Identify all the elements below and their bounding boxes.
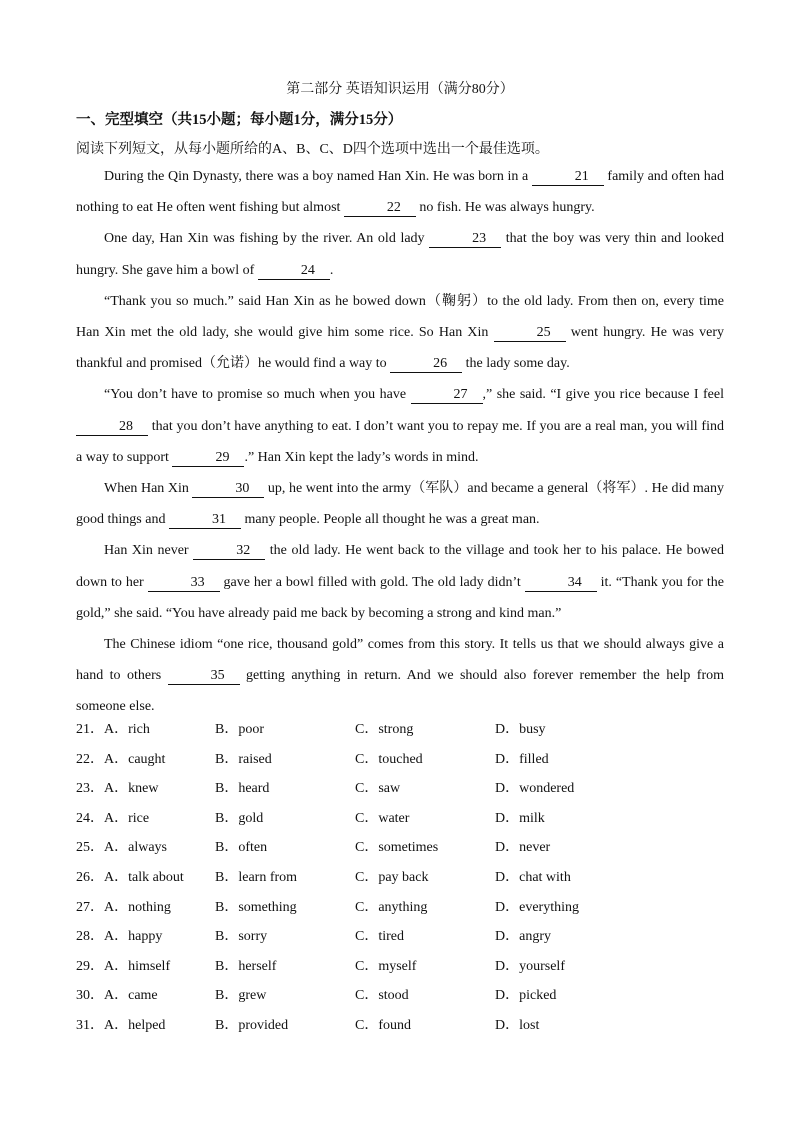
answer-option-c[interactable]: C．saw bbox=[355, 781, 401, 797]
passage-text: .” Han Xin kept the lady’s words in mind. bbox=[244, 449, 479, 465]
question-number: 24． bbox=[76, 810, 104, 826]
answer-option-a[interactable]: A．always bbox=[104, 840, 167, 856]
answer-option-c[interactable]: C．myself bbox=[355, 958, 417, 974]
answer-blank[interactable]: 29 bbox=[172, 450, 244, 467]
passage-text: that the boy was very thin and looked hungry. She gave him a bowl of bbox=[76, 231, 724, 278]
passage-paragraph bbox=[76, 379, 724, 473]
answer-option-c[interactable]: C．pay back bbox=[355, 870, 429, 885]
passage-paragraph bbox=[76, 535, 724, 629]
passage-text: many people. People all thought he was a great man. bbox=[240, 512, 540, 528]
passage-text: getting anything in return. And we should also forever remember the help from someone else. bbox=[76, 668, 724, 715]
passage-text: One day, Han Xin was fishing by the river. An old lady bbox=[104, 231, 430, 247]
question-number: 30． bbox=[76, 988, 104, 1004]
answer-blank[interactable]: 31 bbox=[169, 512, 241, 529]
answer-blank[interactable]: 23 bbox=[429, 231, 501, 248]
answer-option-d[interactable]: D．never bbox=[495, 840, 551, 856]
answer-option-d[interactable]: D．angry bbox=[495, 929, 551, 945]
answer-blank[interactable]: 35 bbox=[168, 668, 240, 685]
passage-text: Han Xin never bbox=[104, 543, 194, 559]
answer-option-d[interactable]: D．chat with bbox=[495, 870, 571, 885]
passage-paragraph bbox=[76, 629, 724, 723]
question-number: 31． bbox=[76, 1018, 104, 1033]
passage-text: that you don’t have anything to eat. I don’t want you to repay me. If you are a real man, you will find a way to support bbox=[76, 418, 724, 465]
passage-text: gave her a bowl filled with gold. The old lady didn’t bbox=[219, 574, 525, 590]
answer-option-d[interactable]: D．busy bbox=[495, 722, 546, 737]
passage-text: it. “Thank you for the gold,” she said. “You have already paid me back by becoming a strong and kind man.” bbox=[76, 574, 724, 621]
answer-blank[interactable]: 22 bbox=[344, 200, 416, 217]
answer-option-c[interactable]: C．stood bbox=[355, 988, 409, 1004]
answer-option-d[interactable]: D．wondered bbox=[495, 781, 575, 797]
passage-paragraph bbox=[76, 161, 724, 223]
answer-option-c[interactable]: C．found bbox=[355, 1018, 411, 1033]
question-number: 22． bbox=[76, 751, 104, 767]
answer-option-c[interactable]: C．water bbox=[355, 810, 410, 826]
passage-text: During the Qin Dynasty, there was a boy named Han Xin. He was born in a bbox=[104, 169, 532, 184]
answer-option-a[interactable]: A．himself bbox=[104, 958, 171, 974]
answer-option-a[interactable]: A．helped bbox=[104, 1018, 166, 1033]
answer-option-c[interactable]: C．sometimes bbox=[355, 840, 439, 856]
answer-option-a[interactable]: A．came bbox=[104, 988, 158, 1004]
answer-option-b[interactable]: B．gold bbox=[215, 810, 264, 826]
passage-text: ,” she said. “I give you rice because I feel bbox=[482, 387, 724, 403]
answer-option-a[interactable]: A．nothing bbox=[104, 899, 171, 915]
passage-text: When Han Xin bbox=[104, 481, 193, 497]
answer-blank[interactable]: 27 bbox=[411, 387, 483, 404]
answer-option-a[interactable]: A．happy bbox=[104, 929, 163, 945]
passage-paragraph bbox=[76, 286, 724, 380]
answer-option-d[interactable]: D．everything bbox=[495, 899, 579, 915]
passage-text: went hungry. He was very thankful and promised（允诺）he would find a way to bbox=[76, 325, 724, 372]
question-number: 25． bbox=[76, 840, 104, 856]
answer-blank[interactable]: 28 bbox=[76, 419, 148, 436]
question-number: 29． bbox=[76, 958, 104, 974]
question-number: 27． bbox=[76, 899, 104, 915]
instructions: 阅读下列短文，从每小题所给的A、B、C、D四个选项中选出一个最佳选项。 bbox=[76, 142, 549, 157]
passage-text: the old lady. He went back to the village and took her to his palace. He bowed down to her bbox=[76, 543, 725, 590]
answer-option-a[interactable]: A．talk about bbox=[104, 870, 184, 885]
answer-option-c[interactable]: C．anything bbox=[355, 899, 428, 915]
answer-option-b[interactable]: B．heard bbox=[215, 781, 270, 797]
answer-option-a[interactable]: A．caught bbox=[104, 751, 166, 767]
answer-option-a[interactable]: A．knew bbox=[104, 781, 159, 797]
answer-blank[interactable]: 25 bbox=[494, 325, 566, 342]
answer-option-b[interactable]: B．sorry bbox=[215, 929, 268, 945]
part-title: 第二部分 英语知识运用（满分80分） bbox=[286, 82, 514, 97]
question-number: 23． bbox=[76, 781, 104, 797]
answer-blank[interactable]: 34 bbox=[525, 575, 597, 592]
answer-option-b[interactable]: B．herself bbox=[215, 958, 277, 974]
answer-blank[interactable]: 33 bbox=[148, 575, 220, 592]
answer-option-b[interactable]: B．often bbox=[215, 840, 268, 856]
answer-blank[interactable]: 24 bbox=[258, 263, 330, 280]
cloze-passage bbox=[76, 161, 724, 723]
question-number: 28． bbox=[76, 929, 104, 945]
answer-option-b[interactable]: B．something bbox=[215, 899, 297, 915]
passage-text: no fish. He was always hungry. bbox=[415, 200, 595, 216]
answer-option-b[interactable]: B．raised bbox=[215, 751, 272, 767]
answer-blank[interactable]: 30 bbox=[192, 481, 264, 498]
answer-option-d[interactable]: D．lost bbox=[495, 1018, 540, 1033]
passage-text: family and often had nothing to eat He often went fishing but almost bbox=[76, 169, 724, 216]
answer-option-c[interactable]: C．tired bbox=[355, 929, 404, 945]
answer-option-d[interactable]: D．milk bbox=[495, 810, 545, 826]
passage-text: The Chinese idiom “one rice, thousand gold” comes from this story. It tells us that we should always give a hand to others bbox=[76, 637, 724, 684]
answer-option-d[interactable]: D．picked bbox=[495, 988, 557, 1004]
answer-option-d[interactable]: D．filled bbox=[495, 751, 549, 767]
passage-text: the lady some day. bbox=[462, 356, 570, 372]
passage-text: “You don’t have to promise so much when you have bbox=[104, 387, 411, 403]
answer-option-c[interactable]: C．strong bbox=[355, 722, 414, 737]
passage-text: “Thank you so much.” said Han Xin as he bowed down（鞠躬）to the old lady. From then on, every time Han Xin met the old lady, she would give him some rice. So Han Xin bbox=[76, 293, 724, 341]
answer-blank[interactable]: 21 bbox=[532, 169, 604, 186]
answer-option-d[interactable]: D．yourself bbox=[495, 958, 565, 974]
passage-paragraph bbox=[76, 223, 724, 285]
answer-blank[interactable]: 26 bbox=[390, 356, 462, 373]
answer-option-b[interactable]: B．provided bbox=[215, 1018, 289, 1033]
answer-option-b[interactable]: B．learn from bbox=[215, 870, 298, 885]
answer-option-b[interactable]: B．poor bbox=[215, 722, 264, 737]
answer-option-a[interactable]: A．rich bbox=[104, 722, 150, 737]
answer-option-b[interactable]: B．grew bbox=[215, 988, 267, 1004]
question-number: 21． bbox=[76, 722, 104, 737]
answer-blank[interactable]: 32 bbox=[193, 543, 265, 560]
question-number: 26． bbox=[76, 870, 104, 885]
answer-option-c[interactable]: C．touched bbox=[355, 751, 423, 767]
passage-text: up, he went into the army（军队）and became a general（将军）. He did many good things and bbox=[76, 481, 724, 528]
section-heading: 一、完型填空（共15小题；每小题1分，满分15分） bbox=[76, 112, 403, 128]
answer-option-a[interactable]: A．rice bbox=[104, 810, 150, 826]
passage-text: . bbox=[329, 262, 334, 278]
passage-paragraph bbox=[76, 473, 724, 535]
